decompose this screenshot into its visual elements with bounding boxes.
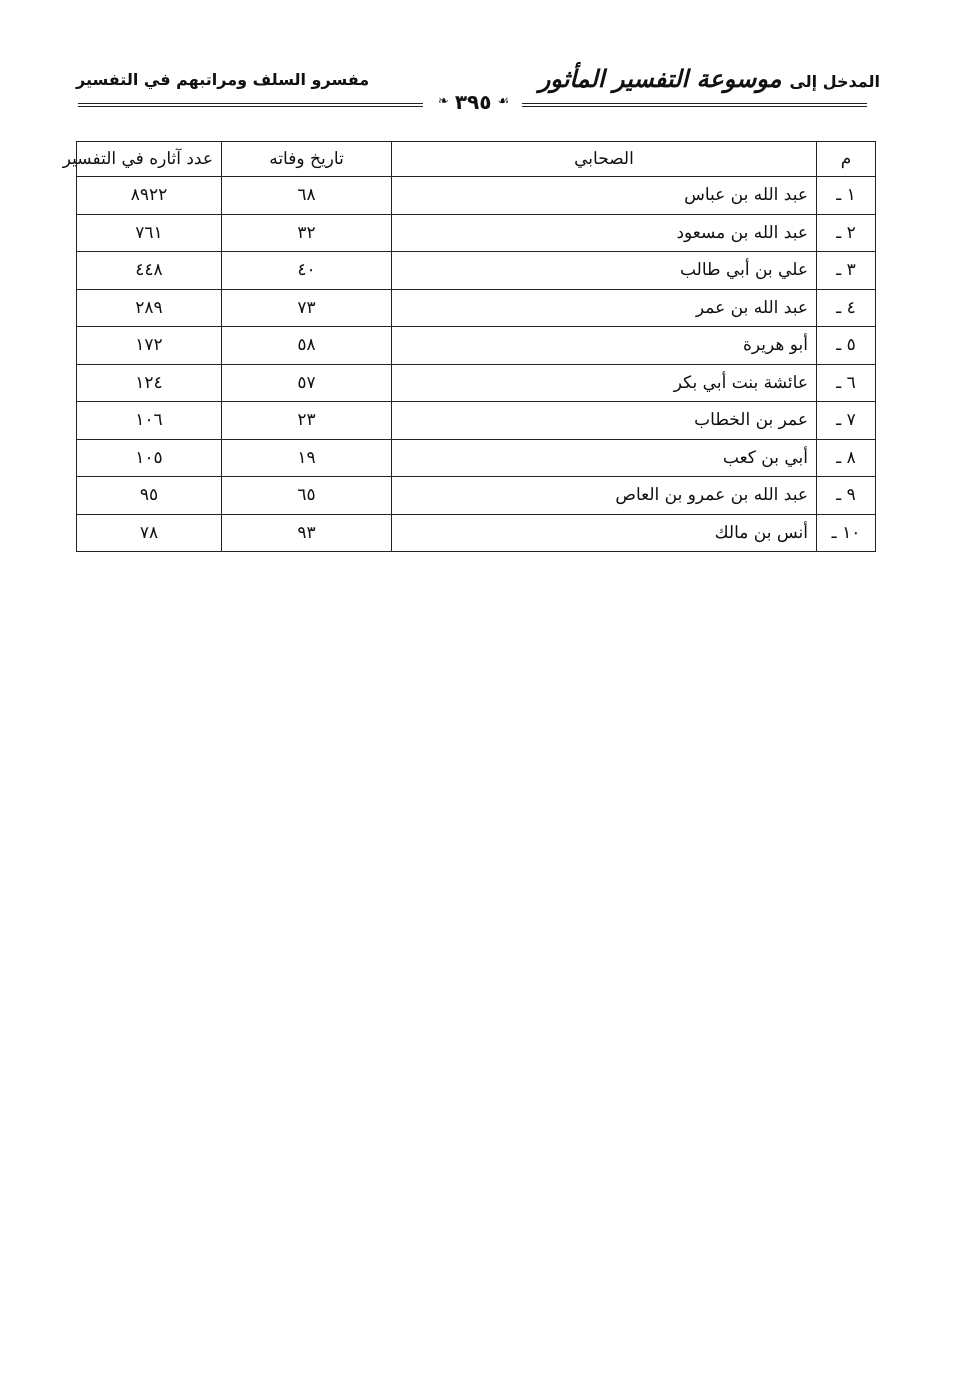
table-header-row xyxy=(77,142,876,177)
narration-count: ١٢٤ xyxy=(77,364,222,402)
narration-count: ٧٨ xyxy=(77,514,222,552)
row-number: ٢ ـ xyxy=(817,214,876,252)
death-year: ٤٠ xyxy=(222,252,392,290)
death-year: ٦٥ xyxy=(222,477,392,515)
table-row xyxy=(77,402,876,440)
table-row xyxy=(77,252,876,290)
ornament-icon: ❧ xyxy=(437,94,449,109)
narration-count: ٩٥ xyxy=(77,477,222,515)
death-year: ٥٨ xyxy=(222,327,392,365)
companion-name: عبد الله بن عباس xyxy=(392,177,817,215)
death-year: ٧٣ xyxy=(222,289,392,327)
book-title-block xyxy=(539,66,880,92)
death-year: ٥٧ xyxy=(222,364,392,402)
row-number: ٣ ـ xyxy=(817,252,876,290)
row-number: ٤ ـ xyxy=(817,289,876,327)
narration-count: ٢٨٩ xyxy=(77,289,222,327)
page-number-block xyxy=(425,90,522,114)
companion-name: علي بن أبي طالب xyxy=(392,252,817,290)
table-row xyxy=(77,327,876,365)
companion-name: أنس بن مالك xyxy=(392,514,817,552)
header-count: عدد آثاره في التفسير xyxy=(77,142,222,177)
row-number: ٦ ـ xyxy=(817,364,876,402)
narration-count: ٧٦١ xyxy=(77,214,222,252)
section-title: مفسرو السلف ومراتبهم في التفسير xyxy=(76,70,370,89)
row-number: ٥ ـ xyxy=(817,327,876,365)
row-number: ١٠ ـ xyxy=(817,514,876,552)
death-year: ٦٨ xyxy=(222,177,392,215)
table-row xyxy=(77,439,876,477)
header-rule-right xyxy=(522,103,867,107)
row-number: ٨ ـ xyxy=(817,439,876,477)
death-year: ٩٣ xyxy=(222,514,392,552)
narration-count: ١٧٢ xyxy=(77,327,222,365)
ornament-icon: ☙ xyxy=(497,94,510,109)
narration-count: ١٠٥ xyxy=(77,439,222,477)
narration-count: ١٠٦ xyxy=(77,402,222,440)
table-row xyxy=(77,289,876,327)
death-year: ٢٣ xyxy=(222,402,392,440)
companion-name: عائشة بنت أبي بكر xyxy=(392,364,817,402)
table-row xyxy=(77,477,876,515)
header-death: تاريخ وفاته xyxy=(222,142,392,177)
companion-name: أبو هريرة xyxy=(392,327,817,365)
narration-count: ٨٩٢٢ xyxy=(77,177,222,215)
header-rule-left xyxy=(78,103,423,107)
header-name: الصحابي xyxy=(392,142,817,177)
table-row xyxy=(77,177,876,215)
page-number: ٣٩٥ xyxy=(454,90,492,114)
companion-name: عبد الله بن عمرو بن العاص xyxy=(392,477,817,515)
table-row xyxy=(77,514,876,552)
companions-table xyxy=(62,141,876,552)
row-number: ٩ ـ xyxy=(817,477,876,515)
book-title: موسوعة التفسير المأثور xyxy=(538,64,782,93)
page-header xyxy=(70,58,880,118)
companion-name: عبد الله بن مسعود xyxy=(392,214,817,252)
table-row xyxy=(77,364,876,402)
header-num: م xyxy=(817,142,876,177)
table-row xyxy=(77,214,876,252)
companion-name: عمر بن الخطاب xyxy=(392,402,817,440)
companion-name: عبد الله بن عمر xyxy=(392,289,817,327)
row-number: ٧ ـ xyxy=(817,402,876,440)
book-intro-text: المدخل إلى xyxy=(789,72,880,91)
companion-name: أبي بن كعب xyxy=(392,439,817,477)
death-year: ٣٢ xyxy=(222,214,392,252)
narration-count: ٤٤٨ xyxy=(77,252,222,290)
death-year: ١٩ xyxy=(222,439,392,477)
row-number: ١ ـ xyxy=(817,177,876,215)
